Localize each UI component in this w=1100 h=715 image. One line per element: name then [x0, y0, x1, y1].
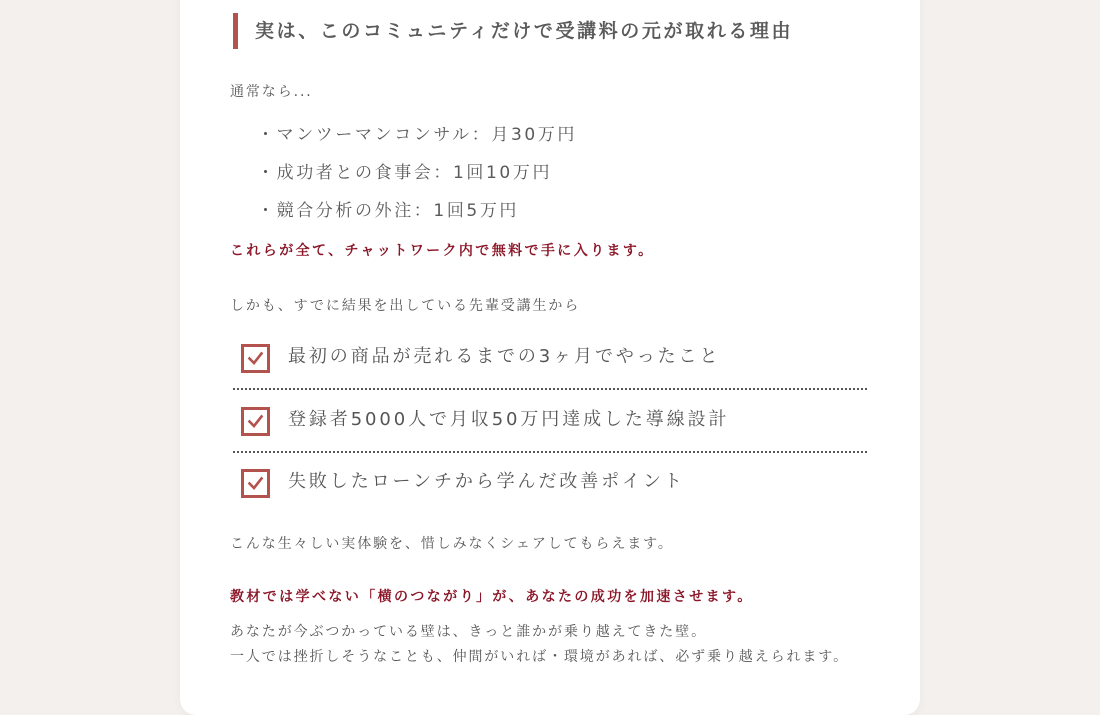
checklist-item-label: 最初の商品が売れるまでの3ヶ月でやったこと	[288, 346, 721, 367]
closing-text-1: あなたが今ぶつかっている壁は、きっと誰かが乗り越えてきた壁。	[230, 624, 707, 640]
checkbox-checked-icon	[241, 407, 270, 436]
closing-text-2: 一人では挫折しそうなことも、仲間がいれば・環境があれば、必ず乗り越えられます。	[230, 649, 849, 665]
highlight-connection-text: 教材では学べない「横のつながり」が、あなたの成功を加速させます。	[230, 589, 754, 605]
price-item-consulting: ・マンツーマンコンサル：月30万円	[257, 125, 577, 145]
checklist-item	[233, 461, 867, 513]
lead-text: しかも、すでに結果を出している先輩受講生から	[230, 298, 581, 314]
price-item-dinner: ・成功者との食事会：1回10万円	[257, 163, 553, 183]
checklist-item	[233, 399, 867, 453]
share-text: こんな生々しい実体験を、惜しみなくシェアしてもらえます。	[230, 536, 674, 552]
highlight-free-text: これらが全て、チャットワーク内で無料で手に入ります。	[230, 243, 655, 259]
checklist-item-label: 失敗したローンチから学んだ改善ポイント	[288, 471, 685, 492]
intro-text: 通常なら...	[230, 84, 313, 100]
checklist-item-label: 登録者5000人で月収50万円達成した導線設計	[288, 409, 730, 430]
price-item-analysis: ・競合分析の外注：1回5万円	[257, 201, 520, 221]
checklist-item	[233, 336, 867, 390]
checkbox-checked-icon	[241, 344, 270, 373]
section-heading: 実は、このコミュニティだけで受講料の元が取れる理由	[233, 13, 793, 49]
checkbox-checked-icon	[241, 469, 270, 498]
